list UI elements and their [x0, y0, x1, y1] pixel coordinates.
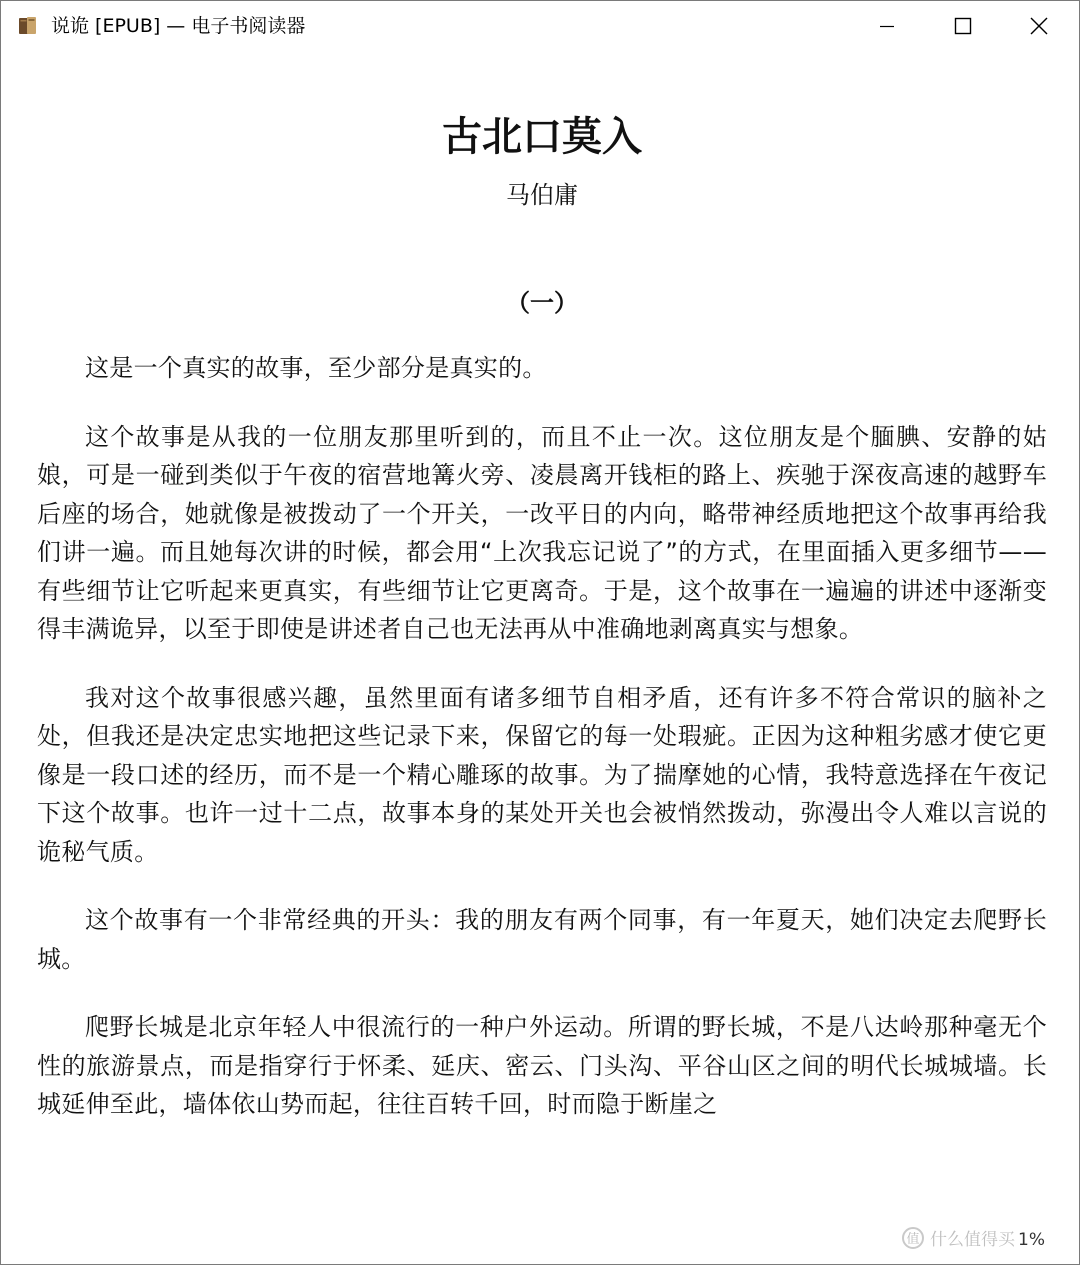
minimize-icon	[879, 18, 895, 34]
title-bar[interactable]	[1, 1, 1079, 51]
watermark-text: 什么值得买	[930, 1230, 1015, 1250]
paragraph: 我对这个故事很感兴趣，虽然里面有诸多细节自相矛盾，还有许多不符合常识的脑补之处，但我还是决定忠实地把这些记录下来，保留它的每一处瑕疵。正因为这种粗劣感才使它更像是一段口述的经历，而不是一个精心雕琢的故事。为了揣摩她的心情，我特意选择在午夜记下这个故事。也许一过十二点，故事本身的某处开关也会被悄然拨动，弥漫出令人难以言说的诡秘气质。	[37, 683, 1047, 866]
book-title: 古北口莫入	[442, 114, 642, 160]
book-app-icon	[17, 15, 39, 37]
close-button[interactable]	[1001, 1, 1077, 51]
paragraph: 爬野长城是北京年轻人中很流行的一种户外运动。所谓的野长城，不是八达岭那种毫无个性的旅游景点，而是指穿行于怀柔、延庆、密云、门头沟、平谷山区之间的明代长城城墙。长城延伸至此，墙体依山势而起，往往百转千回，时而隐于断崖之	[37, 1013, 1047, 1118]
maximize-icon	[954, 17, 972, 35]
window-title: 说诡 [EPUB] — 电子书阅读器	[51, 15, 306, 37]
maximize-button[interactable]	[925, 1, 1001, 51]
paragraph: 这个故事有一个非常经典的开头：我的朋友有两个同事，有一年夏天，她们决定去爬野长城。	[37, 906, 1047, 973]
chapter-heading: （一）	[506, 289, 578, 317]
book-author: 马伯庸	[506, 181, 578, 209]
paragraph: 这个故事是从我的一位朋友那里听到的，而且不止一次。这位朋友是个腼腆、安静的姑娘，可是一碰到类似于午夜的宿营地篝火旁、凌晨离开钱柜的路上、疾驰于深夜高速的越野车后座的场合，她就像是被拨动了一个开关，一改平日的内向，略带神经质地把这个故事再给我们讲一遍。而且她每次讲的时候，都会用“上次我忘记说了”的方式，在里面插入更多细节——有些细节让它听起来更真实，有些细节让它更离奇。于是，这个故事在一遍遍的讲述中逐渐变得丰满诡异，以至于即使是讲述者自己也无法再从中准确地剥离真实与想象。	[37, 422, 1047, 643]
reading-progress: 1%	[1018, 1230, 1045, 1250]
watermark-badge: 值	[902, 1227, 924, 1249]
paragraph: 这是一个真实的故事，至少部分是真实的。	[85, 354, 547, 382]
close-icon	[1030, 17, 1048, 35]
minimize-button[interactable]	[849, 1, 925, 51]
reading-pane[interactable]	[37, 51, 1047, 1231]
